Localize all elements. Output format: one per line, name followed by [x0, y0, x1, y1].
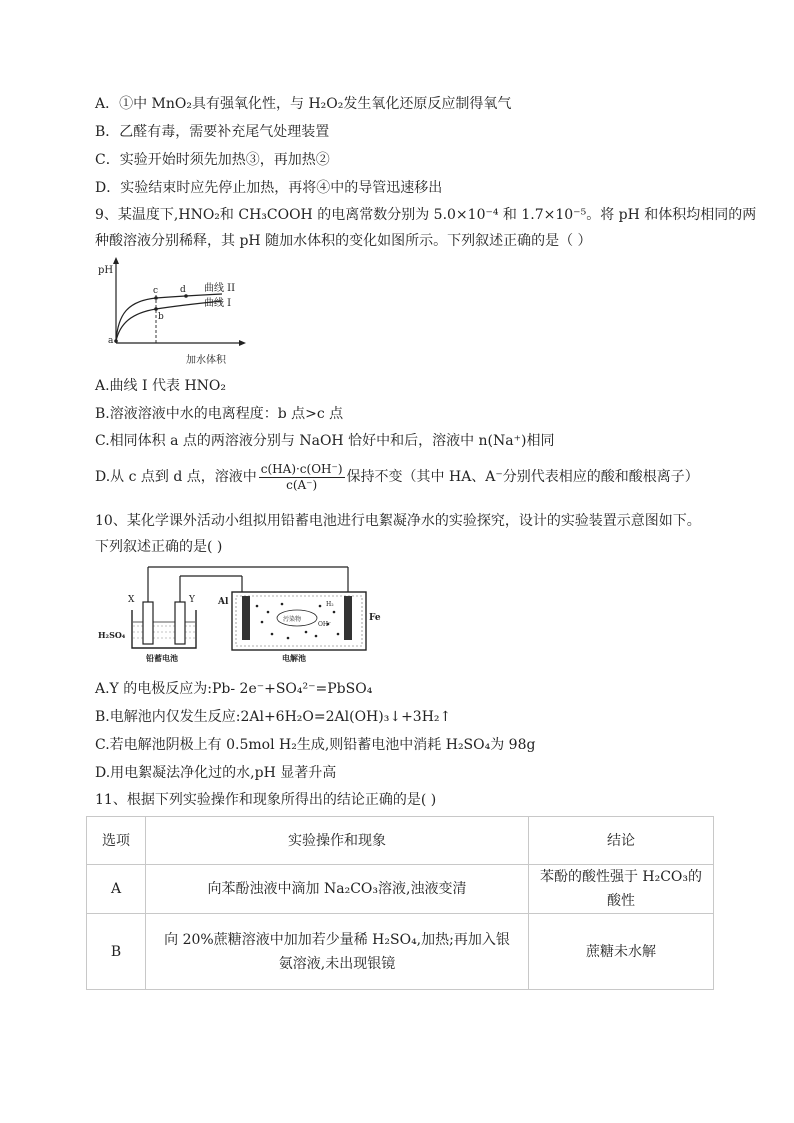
q8-option-a: A．①中 MnO₂具有强氧化性，与 H₂O₂发生氧化还原反应制得氧气 [95, 96, 512, 112]
q10-apparatus-diagram [92, 562, 382, 672]
q10-option-c: C.若电解池阴极上有 0.5mol H₂生成,则铅蓄电池中消耗 H₂SO₄为 98g [95, 737, 536, 753]
al-electrode-label: Al [218, 597, 229, 607]
pollutant-label: 污染物 [283, 616, 302, 623]
q10-option-d: D.用电絮凝法净化过的水,pH 显著升高 [95, 765, 337, 781]
row-conclusion: 苯酚的酸性强于 H₂CO₃的酸性 [529, 865, 714, 914]
point-b-label: b [158, 312, 164, 322]
electrode-y-label: Y [189, 595, 195, 605]
q9-option-a: A.曲线 I 代表 HNO₂ [95, 378, 226, 394]
q9-ph-graph [92, 255, 272, 370]
q9-option-c: C.相同体积 a 点的两溶液分别与 NaOH 恰好中和后，溶液中 n(Na⁺)相同 [95, 433, 555, 449]
q10-stem-line2: 下列叙述正确的是( ) [95, 539, 223, 555]
cell-label: 电解池 [282, 653, 306, 663]
y-axis-label: pH [98, 265, 114, 276]
row-option: A [87, 865, 146, 914]
q10-stem-line1: 10、某化学课外活动小组拟用铅蓄电池进行电絮凝净水的实验探究，设计的实验装置示意图如下。 [95, 513, 701, 529]
battery-label: 铅蓄电池 [146, 653, 178, 663]
q9-option-d [95, 460, 699, 494]
table-header-row [87, 817, 714, 865]
q9-option-b: B.溶液溶液中水的电离程度：b 点>c 点 [95, 406, 344, 422]
q10-option-b: B.电解池内仅发生反应:2Al+6H₂O=2Al(OH)₃↓+3H₂↑ [95, 709, 452, 725]
hydroxide-label: OH⁻ [318, 621, 332, 628]
q9-option-d-suffix: 保持不变（其中 HA、A⁻分别代表相应的酸和酸根离子） [346, 469, 699, 485]
q9-fraction-numerator: c(HA)·c(OH⁻) [260, 461, 343, 476]
q9-fraction [259, 462, 345, 493]
header-option: 选项 [87, 817, 146, 865]
q9-fraction-denominator: c(A⁻) [286, 477, 318, 492]
q9-option-d-prefix: D.从 c 点到 d 点，溶液中 [95, 469, 257, 485]
q8-option-c: C．实验开始时须先加热③，再加热② [95, 152, 330, 168]
x-axis-label: 加水体积 [186, 355, 226, 366]
q9-stem-line1: 9、某温度下,HNO₂和 CH₃COOH 的电离常数分别为 5.0×10⁻⁴ 和 1.7×10⁻⁵。将 pH 和体积均相同的两 [95, 207, 757, 223]
row-operation-line1: 向 20%蔗糖溶液中加加若少量稀 H₂SO₄,加热;再加入银 [164, 931, 510, 948]
point-d-label: d [180, 285, 186, 295]
header-conclusion: 结论 [529, 817, 714, 865]
point-c-label: c [153, 286, 159, 296]
q11-table [86, 816, 714, 990]
curve-ii-label: 曲线 II [204, 283, 236, 294]
header-operation: 实验操作和现象 [146, 817, 529, 865]
table-row [87, 865, 714, 914]
q9-stem-line2: 种酸溶液分别稀释，其 pH 随加水体积的变化如图所示。下列叙述正确的是（ ） [95, 233, 592, 249]
row-operation: 向苯酚浊液中滴加 Na₂CO₃溶液,浊液变清 [146, 865, 529, 914]
row-operation [146, 914, 529, 990]
hydrogen-label: H₂ [326, 601, 334, 608]
row-conclusion: 蔗糖未水解 [529, 914, 714, 990]
row-option: B [87, 914, 146, 990]
table-row [87, 914, 714, 990]
q10-option-a: A.Y 的电极反应为:Pb- 2e⁻+SO₄²⁻=PbSO₄ [95, 681, 373, 697]
point-a-label: a [108, 336, 114, 346]
q8-option-d: D．实验结束时应先停止加热，再将④中的导管迅速移出 [95, 180, 443, 196]
q11-stem: 11、根据下列实验操作和现象所得出的结论正确的是( ) [95, 792, 437, 808]
row-operation-line2: 氨溶液,未出现银镜 [278, 955, 396, 972]
acid-label: H₂SO₄ [98, 630, 126, 640]
electrode-x-label: X [128, 595, 135, 605]
curve-i-label: 曲线 I [204, 298, 232, 309]
q8-option-b: B．乙醛有毒，需要补充尾气处理装置 [95, 124, 330, 140]
fe-electrode-label: Fe [369, 613, 381, 623]
